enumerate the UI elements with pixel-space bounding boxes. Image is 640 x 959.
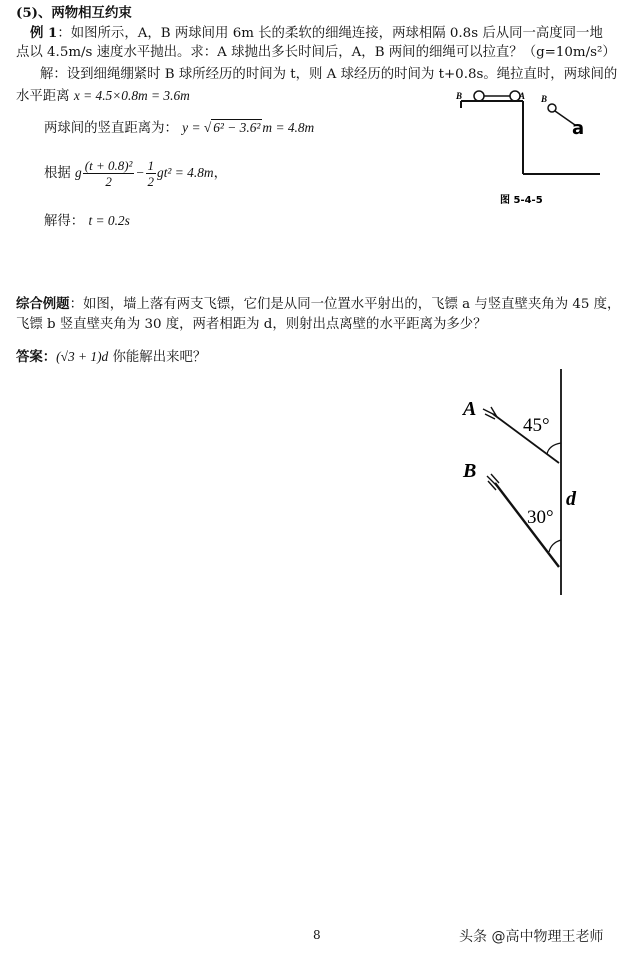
fig-caption: 图 5-4-5 (500, 195, 543, 206)
vertical-formula-left: y = (182, 120, 204, 135)
solution-line1: 解：设到细绳绷紧时 B 球所经历的时间为 t，则 A 球经历的时间为 t+0.8s。绳拉直时，两球间的 (40, 67, 618, 82)
section-heading: (5)、两物相互约束 (16, 5, 132, 21)
example1-label: 例 1 (30, 25, 58, 41)
angle-label-b: 30° (527, 507, 554, 528)
ball-b-falling (548, 104, 556, 112)
equation-half-numerator: 1 (147, 158, 154, 173)
example1-line1 (30, 24, 603, 43)
fig-label-a2: a (572, 118, 585, 139)
equation-minus: − (135, 165, 145, 180)
example1-text-1: ：如图所示，A，B 两球间用 6m 长的柔软的细绳连接，两球相隔 0.8s 后从同一高度同一地 (57, 26, 603, 41)
vertical-distance-prefix: 两球间的竖直距离为： (44, 121, 178, 136)
equation-fraction (83, 158, 135, 189)
angle-label-a: 45° (523, 415, 550, 436)
equation-line (44, 158, 227, 189)
result-line (44, 212, 130, 231)
label-d: d (566, 488, 576, 510)
equation-prefix: 根据 (44, 166, 71, 181)
answer-colon: ： (42, 349, 57, 365)
equation-rest: gt² = 4.8m (157, 165, 214, 180)
equation-half-denominator: 2 (147, 174, 154, 189)
ball-b-on-platform (474, 91, 484, 101)
composite-text-1: ：如图，墙上落有两支飞镖，它们是从同一位置水平射出的，飞镖 a 与竖直壁夹角为 45 度， (69, 297, 621, 312)
fig-label-b1: B (456, 91, 463, 101)
solution-horizontal-formula: x = 4.5×0.8m = 3.6m (73, 88, 190, 103)
vertical-formula-right: m = 4.8m (262, 120, 315, 135)
answer-rest: 你能解出来吧？ (108, 350, 207, 365)
angle-arc-a (547, 443, 561, 454)
equation-numerator: (t + 0.8)² (84, 158, 133, 173)
composite-line2: 飞镖 b 竖直壁夹角为 30 度，两者相距为 d，则射出点离壁的水平距离为多少？ (16, 317, 487, 332)
answer-line (16, 348, 206, 367)
vertical-distance-line: 两球间的竖直距离为： y = √ 6² − 3.6² m = 4.8m (44, 120, 315, 136)
angle-arc-b (549, 540, 561, 552)
equation-g: g (75, 165, 82, 180)
watermark: 头条 @高中物理王老师 (459, 929, 604, 945)
solution-line2 (16, 87, 190, 106)
result-formula: t = 0.2s (88, 213, 130, 228)
equation-half (146, 158, 157, 189)
composite-label: 综合例题 (16, 296, 70, 312)
label-a: A (463, 398, 477, 420)
figure-5-4-5 (455, 84, 605, 214)
answer-label: 答案 (16, 349, 43, 365)
equation-denominator: 2 (105, 174, 112, 189)
solution-horizontal-prefix: 水平距离 (16, 89, 70, 104)
equation-suffix: ， (213, 166, 227, 181)
answer-formula: (√3 + 1)d (56, 349, 109, 364)
dart-a-fletching (483, 407, 497, 419)
composite-line1 (16, 295, 620, 314)
page-number: 8 (313, 928, 321, 942)
dart-figure (455, 365, 585, 600)
fig-label-a1: A (519, 91, 526, 101)
example1-line2: 点以 4.5m/s 速度水平抛出。求：A 球抛出多长时间后，A，B 两间的细绳可以拉直？（g=10m/s²） (16, 45, 616, 60)
fig-label-b2: B (541, 94, 548, 104)
result-prefix: 解得： (44, 214, 85, 229)
vertical-formula-radicand: 6² − 3.6² (213, 120, 261, 135)
label-b: B (463, 460, 477, 482)
